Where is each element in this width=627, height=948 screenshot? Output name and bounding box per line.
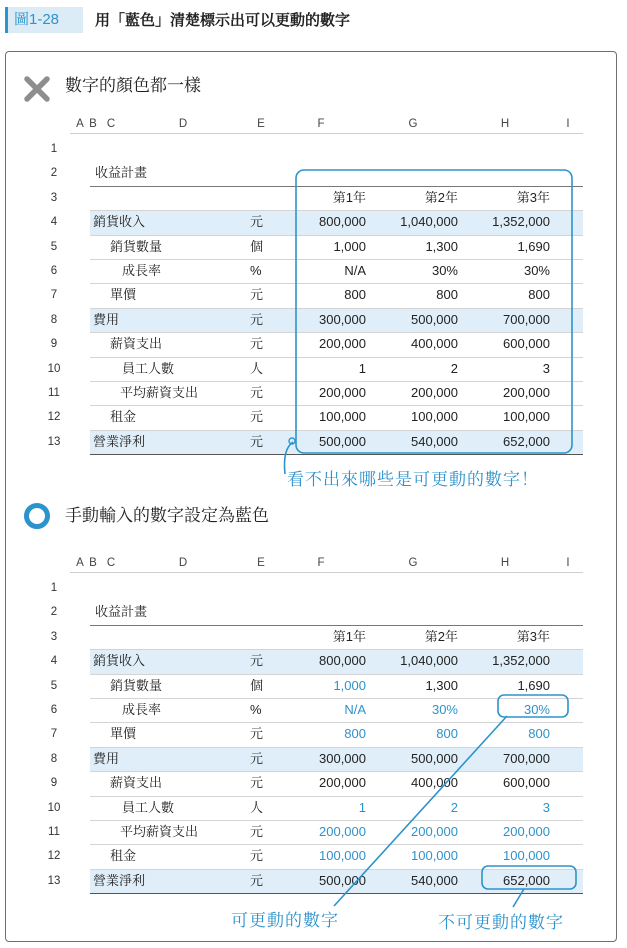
year-header: 第2年 (424, 628, 458, 644)
value-cell: 1,690 (517, 677, 550, 693)
row-label: 員工人數 (122, 360, 175, 376)
row-unit: 元 (250, 750, 264, 766)
value-cell: 30% (523, 263, 550, 278)
value-cell: 1,352,000 (492, 214, 550, 230)
value-cell: 100,000 (319, 409, 366, 425)
row-label: 成長率 (122, 702, 162, 717)
row-label: 銷貨數量 (110, 677, 163, 693)
section-good-heading: 手動輸入的數字設定為藍色 (65, 506, 269, 526)
row-label: 租金 (110, 409, 137, 425)
row-unit: 元 (250, 385, 264, 400)
row-number: 10 (47, 801, 61, 814)
row-number: 13 (47, 874, 61, 887)
row-number: 4 (50, 655, 58, 668)
value-cell: 540,000 (411, 433, 458, 449)
row-number: 8 (50, 313, 58, 326)
row-unit: 個 (250, 677, 264, 693)
row-number: 1 (50, 143, 58, 155)
row-unit: 元 (250, 653, 264, 669)
value-cell: 1,300 (425, 677, 458, 693)
row-number: 9 (50, 777, 58, 790)
value-cell: 2 (450, 360, 458, 376)
value-cell: 200,000 (319, 824, 366, 839)
row-number: 7 (50, 728, 58, 741)
row-unit: 元 (250, 726, 264, 742)
row-number: 1 (50, 582, 58, 594)
value-cell: 1 (358, 360, 366, 376)
value-cell: 800 (528, 726, 550, 742)
year-header: 第3年 (516, 189, 550, 205)
column-header-f: F (317, 557, 325, 569)
year-header: 第1年 (332, 628, 366, 644)
column-header-i: I (566, 557, 570, 569)
row-number: 13 (47, 435, 61, 448)
row-number: 3 (50, 630, 58, 643)
value-cell: 1 (358, 799, 366, 815)
value-cell: 200,000 (503, 385, 550, 400)
row-number: 11 (48, 387, 60, 399)
value-cell: 300,000 (319, 750, 366, 766)
row-number: 11 (48, 826, 60, 838)
column-header-d: D (178, 118, 188, 130)
value-cell: 1,040,000 (400, 214, 458, 230)
row-number: 6 (50, 265, 58, 277)
row-unit: 元 (250, 214, 264, 230)
value-cell: 2 (450, 799, 458, 815)
row-number: 2 (50, 606, 58, 619)
column-header-a: A (76, 118, 84, 130)
value-cell: 200,000 (503, 824, 550, 839)
column-header-line (70, 572, 583, 573)
row-number: 3 (50, 191, 58, 204)
row-divider (90, 625, 583, 626)
column-header-c: C (106, 118, 116, 130)
row-unit: 元 (250, 872, 264, 888)
value-cell: 500,000 (319, 872, 366, 888)
value-cell: N/A (344, 702, 366, 717)
row-number: 2 (50, 167, 58, 180)
row-label: 單價 (110, 726, 137, 742)
value-cell: 700,000 (503, 750, 550, 766)
value-cell: 30% (431, 702, 458, 717)
row-divider (90, 698, 583, 699)
row-number: 9 (50, 338, 58, 351)
row-label: 平均薪資支出 (120, 824, 199, 839)
value-cell: 800 (344, 287, 366, 303)
row-unit: % (250, 263, 262, 278)
value-cell: 652,000 (503, 433, 550, 449)
value-cell: 652,000 (503, 872, 550, 888)
column-header-h: H (500, 557, 510, 569)
row-unit: 元 (250, 409, 264, 425)
row-divider (90, 674, 583, 675)
value-cell: N/A (344, 263, 366, 278)
row-unit: 元 (250, 311, 264, 327)
value-cell: 100,000 (503, 409, 550, 425)
section-bad-heading: 數字的顏色都一樣 (65, 76, 201, 96)
column-header-a: A (76, 557, 84, 569)
row-label: 營業淨利 (93, 433, 146, 449)
row-label: 成長率 (122, 263, 162, 278)
value-cell: 500,000 (411, 311, 458, 327)
row-number: 5 (50, 240, 58, 253)
figure-title: 用「藍色」清楚標示出可以更動的數字 (95, 11, 351, 29)
value-cell: 1,352,000 (492, 653, 550, 669)
value-cell: 800 (436, 287, 458, 303)
row-divider (90, 844, 583, 845)
row-number: 6 (50, 704, 58, 716)
value-cell: 800,000 (319, 214, 366, 230)
column-header-h: H (500, 118, 510, 130)
value-cell: 100,000 (503, 848, 550, 864)
value-cell: 1,690 (517, 238, 550, 254)
column-header-d: D (178, 557, 188, 569)
column-header-f: F (317, 118, 325, 130)
column-header-g: G (408, 557, 418, 569)
row-label: 租金 (110, 848, 137, 864)
column-header-b: B (89, 118, 97, 130)
row-label: 薪資支出 (110, 336, 163, 352)
value-cell: 100,000 (411, 848, 458, 864)
row-unit: 人 (250, 360, 264, 376)
value-cell: 200,000 (319, 385, 366, 400)
value-cell: 800 (436, 726, 458, 742)
column-header-e: E (257, 557, 265, 569)
value-cell: 200,000 (411, 385, 458, 400)
value-cell: 3 (542, 799, 550, 815)
value-cell: 1,000 (333, 677, 366, 693)
row-label: 營業淨利 (93, 872, 146, 888)
column-header-g: G (408, 118, 418, 130)
value-cell: 30% (523, 702, 550, 717)
callout-not-editable: 不可更動的數字 (438, 913, 564, 933)
row-label: 費用 (93, 311, 120, 327)
row-unit: 元 (250, 824, 264, 839)
row-divider (90, 722, 583, 723)
figure-label: 圖1-28 (5, 7, 83, 33)
value-cell: 500,000 (411, 750, 458, 766)
row-divider (90, 893, 583, 894)
value-cell: 200,000 (411, 824, 458, 839)
row-number: 4 (50, 216, 58, 229)
value-cell: 800 (528, 287, 550, 303)
value-cell: 100,000 (411, 409, 458, 425)
column-header-e: E (257, 118, 265, 130)
value-cell: 200,000 (319, 775, 366, 791)
row-divider (90, 796, 583, 797)
row-unit: % (250, 702, 262, 717)
row-label: 銷貨數量 (110, 238, 163, 254)
row-unit: 個 (250, 238, 264, 254)
row-label: 薪資支出 (110, 775, 163, 791)
row-unit: 人 (250, 799, 264, 815)
column-header-c: C (106, 557, 116, 569)
row-label: 銷貨收入 (93, 214, 146, 230)
value-cell: 300,000 (319, 311, 366, 327)
value-cell: 400,000 (411, 775, 458, 791)
value-cell: 3 (542, 360, 550, 376)
value-cell: 1,040,000 (400, 653, 458, 669)
value-cell: 700,000 (503, 311, 550, 327)
year-header: 第1年 (332, 189, 366, 205)
row-label: 員工人數 (122, 799, 175, 815)
value-cell: 1,000 (333, 238, 366, 254)
value-cell: 540,000 (411, 872, 458, 888)
row-label: 收益計畫 (95, 604, 148, 620)
year-header: 第2年 (424, 189, 458, 205)
row-number: 10 (47, 362, 61, 375)
value-cell: 500,000 (319, 433, 366, 449)
row-label: 銷貨收入 (93, 653, 146, 669)
row-unit: 元 (250, 848, 264, 864)
row-label: 平均薪資支出 (120, 385, 199, 400)
value-cell: 800,000 (319, 653, 366, 669)
value-cell: 800 (344, 726, 366, 742)
column-header-b: B (89, 557, 97, 569)
row-label: 費用 (93, 750, 120, 766)
value-cell: 100,000 (319, 848, 366, 864)
row-label: 收益計畫 (95, 165, 148, 181)
year-header: 第3年 (516, 628, 550, 644)
value-cell: 30% (431, 263, 458, 278)
row-label: 單價 (110, 287, 137, 303)
row-number: 12 (47, 850, 61, 863)
value-cell: 600,000 (503, 775, 550, 791)
callout-editable: 可更動的數字 (231, 911, 339, 931)
row-unit: 元 (250, 287, 264, 303)
row-number: 12 (47, 411, 61, 424)
column-header-i: I (566, 118, 570, 130)
value-cell: 200,000 (319, 336, 366, 352)
row-number: 5 (50, 679, 58, 692)
value-cell: 600,000 (503, 336, 550, 352)
row-number: 7 (50, 289, 58, 302)
value-cell: 1,300 (425, 238, 458, 254)
row-number: 8 (50, 752, 58, 765)
row-divider (90, 820, 583, 821)
row-unit: 元 (250, 433, 264, 449)
callout-bad: 看不出來哪些是可更動的數字！ (287, 470, 539, 490)
row-unit: 元 (250, 336, 264, 352)
row-divider (90, 771, 583, 772)
value-cell: 400,000 (411, 336, 458, 352)
row-unit: 元 (250, 775, 264, 791)
